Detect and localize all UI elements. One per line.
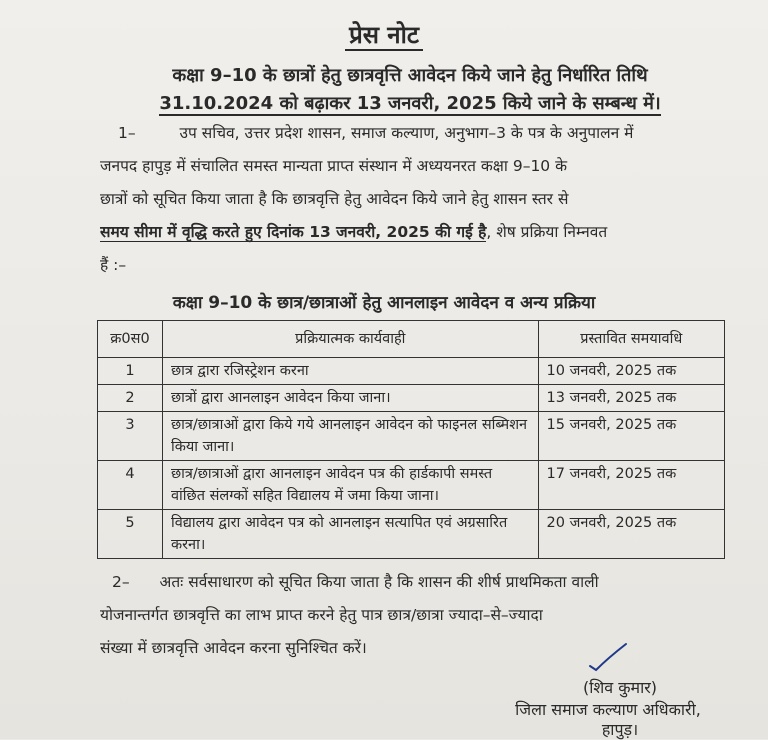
row-serial: 4 [98, 461, 163, 510]
paragraph-2-line-1: अतः सर्वसाधारण को सूचित किया जाता है कि शासन की शीर्ष प्राथमिकता वाली [159, 573, 599, 591]
table-row [98, 510, 725, 559]
row-date: 20 जनवरी, 2025 तक [538, 510, 724, 559]
paragraph-1-line-2: जनपद हापुड़ में संचालित समस्त मान्यता प्राप्त संस्थान में अध्ययनरत कक्षा 9–10 के [100, 157, 568, 175]
row-serial: 1 [98, 358, 163, 385]
signature-mark [588, 640, 628, 672]
table-header-row [98, 321, 725, 358]
row-serial: 5 [98, 510, 163, 559]
row-action: विद्यालय द्वारा आवेदन पत्र को आनलाइन सत्यापित एवं अग्रसारित करना। [162, 510, 538, 559]
table-row [98, 385, 725, 412]
schedule-table [97, 320, 725, 559]
paragraph-2-number: 2– [112, 573, 130, 591]
row-serial: 2 [98, 385, 163, 412]
subject [110, 62, 710, 118]
row-action: छात्र/छात्राओं द्वारा किये गये आनलाइन आवेदन को फाइनल सब्मिशन किया जाना। [162, 412, 538, 461]
signatory-place: हापुड़। [601, 720, 639, 739]
signatory-name: (शिव कुमार) [582, 678, 658, 697]
paragraph-1-line-3: छात्रों को सूचित किया जाता है कि छात्रवृत्ति हेतु आवेदन किये जाने हेतु शासन स्तर से [100, 190, 569, 208]
table-row [98, 358, 725, 385]
subject-line-2: 31.10.2024 को बढ़ाकर 13 जनवरी, 2025 किये जाने के सम्बन्ध में। [159, 93, 661, 114]
paragraph-1-line-4-rest: , शेष प्रक्रिया निम्नवत [486, 223, 608, 241]
paragraph-1-line-1: उप सचिव, उत्तर प्रदेश शासन, समाज कल्याण, अनुभाग–3 के पत्र के अनुपालन में [179, 124, 634, 142]
row-date: 13 जनवरी, 2025 तक [538, 385, 724, 412]
paragraph-1-line-5: हैं :– [100, 256, 127, 274]
paragraph-1-highlight: समय सीमा में वृद्धि करते हुए दिनांक 13 जनवरी, 2025 की गई है [100, 223, 487, 241]
header-date: प्रस्तावित समयावधि [538, 321, 724, 358]
row-action: छात्र द्वारा रजिस्ट्रेशन करना [162, 358, 538, 385]
header-action: प्रक्रियात्मक कार्यवाही [162, 321, 538, 358]
table-row [98, 461, 725, 510]
page-title: प्रेस नोट [0, 18, 768, 51]
table-row [98, 412, 725, 461]
signatory-designation: जिला समाज कल्याण अधिकारी, [515, 700, 701, 719]
paragraph-2-line-3: संख्या में छात्रवृत्ति आवेदन करना सुनिश्चित करें। [100, 639, 367, 657]
paragraph-2-line-2: योजनान्तर्गत छात्रवृत्ति का लाभ प्राप्त करने हेतु पात्र छात्र/छात्रा ज्यादा–से–ज्यादा [100, 606, 543, 624]
row-date: 10 जनवरी, 2025 तक [538, 358, 724, 385]
row-action: छात्रों द्वारा आनलाइन आवेदन किया जाना। [162, 385, 538, 412]
row-action: छात्र/छात्राओं द्वारा आनलाइन आवेदन पत्र की हार्डकापी समस्त वांछित संलग्कों सहित विद्यालय में जमा किया जाना। [162, 461, 538, 510]
paragraph-1-number: 1– [118, 124, 136, 142]
row-date: 15 जनवरी, 2025 तक [538, 412, 724, 461]
paragraph-2 [100, 566, 722, 665]
table-title: कक्षा 9–10 के छात्र/छात्राओं हेतु आनलाइन आवेदन व अन्य प्रक्रिया [172, 293, 596, 313]
row-serial: 3 [98, 412, 163, 461]
subject-line-1: कक्षा 9–10 के छात्रों हेतु छात्रवृत्ति आवेदन किये जाने हेतु निर्धारित तिथि [172, 65, 648, 86]
header-serial: क्र0स0 [98, 321, 163, 358]
paragraph-1 [100, 117, 722, 282]
row-date: 17 जनवरी, 2025 तक [538, 461, 724, 510]
